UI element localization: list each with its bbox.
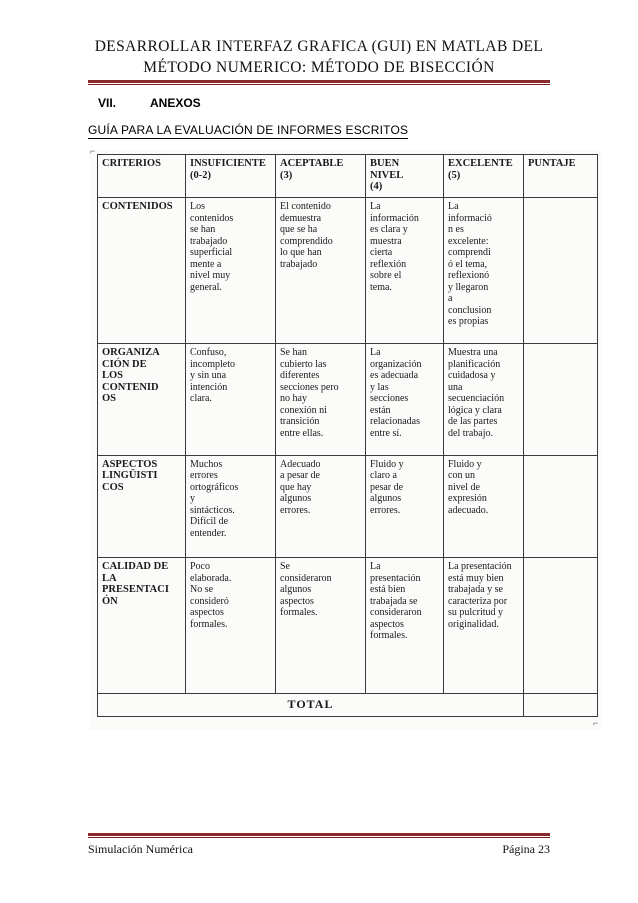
page-header bbox=[0, 36, 638, 78]
rubric-cell: La informació n es excelente: comprendi ó el tema, reflexionó y llegaron a conclusion es propias bbox=[444, 198, 524, 344]
footer-course-name: Simulación Numérica bbox=[88, 842, 193, 856]
page-footer bbox=[88, 842, 550, 857]
rubric-total-score-cell bbox=[524, 694, 598, 717]
footer-rule-thick bbox=[88, 833, 550, 836]
rubric-cell: La información es clara y muestra cierta reflexión sobre el tema. bbox=[366, 198, 444, 344]
subtitle bbox=[88, 123, 408, 137]
rubric-cell: La presentación está muy bien trabajada y se caracteriza por su pulcritud y originalidad. bbox=[444, 558, 524, 694]
rubric-header-cell: INSUFICIENTE (0-2) bbox=[186, 155, 276, 198]
section-title: ANEXOS bbox=[150, 96, 201, 110]
rubric-header-cell: EXCELENTE (5) bbox=[444, 155, 524, 198]
header-title-line-2: MÉTODO NUMERICO: MÉTODO DE BISECCIÓN bbox=[143, 59, 495, 76]
footer-rule-thin bbox=[88, 837, 550, 838]
scan-corner-mark: ⌐ bbox=[593, 718, 599, 728]
rubric-cell: Fluido y claro a pesar de algunos errores. bbox=[366, 455, 444, 558]
rubric-cell: Muchos errores ortográficos y sintácticos. Difícil de entender. bbox=[186, 455, 276, 558]
rubric-header-cell: CRITERIOS bbox=[98, 155, 186, 198]
rubric-cell: Adecuado a pesar de que hay algunos errores. bbox=[276, 455, 366, 558]
rubric-row bbox=[98, 198, 598, 344]
rubric-row bbox=[98, 558, 598, 694]
rubric-cell: El contenido demuestra que se ha comprendido lo que han trabajado bbox=[276, 198, 366, 344]
rubric-total-label: TOTAL bbox=[98, 694, 524, 717]
rubric-cell: La organización es adecuada y las secciones están relacionadas entre sí. bbox=[366, 344, 444, 455]
rubric-criterion-cell: CALIDAD DE LA PRESENTACI ÓN bbox=[98, 558, 186, 694]
rubric-criterion-cell: CONTENIDOS bbox=[98, 198, 186, 344]
rubric-criterion-cell: ORGANIZA CIÓN DE LOS CONTENID OS bbox=[98, 344, 186, 455]
rubric-header-cell: BUEN NIVEL (4) bbox=[366, 155, 444, 198]
rubric-row bbox=[98, 455, 598, 558]
rubric-cell: Confuso, incompleto y sin una intención clara. bbox=[186, 344, 276, 455]
rubric-cell: La presentación está bien trabajada se consideraron aspectos formales. bbox=[366, 558, 444, 694]
rubric-criterion-cell: ASPECTOS LINGÜISTI COS bbox=[98, 455, 186, 558]
rubric-header-cell: PUNTAJE bbox=[524, 155, 598, 198]
header-rule-thick bbox=[88, 80, 550, 83]
rubric-cell: Poco elaborada. No se consideró aspectos formales. bbox=[186, 558, 276, 694]
rubric-cell: Muestra una planificación cuidadosa y una secuenciación lógica y clara de las partes del trabajo. bbox=[444, 344, 524, 455]
scan-corner-mark: ⌐ bbox=[90, 146, 96, 156]
header-rule-thin bbox=[88, 84, 550, 85]
rubric-score-cell bbox=[524, 344, 598, 455]
rubric-score-cell bbox=[524, 455, 598, 558]
rubric-cell: Los contenidos se han trabajado superficial mente a nivel muy general. bbox=[186, 198, 276, 344]
rubric-score-cell bbox=[524, 558, 598, 694]
subtitle-text: GUÍA PARA LA EVALUACIÓN DE INFORMES ESCRITOS bbox=[88, 123, 409, 137]
rubric-score-cell bbox=[524, 198, 598, 344]
header-title-line-1: DESARROLLAR INTERFAZ GRAFICA (GUI) EN MATLAB DEL bbox=[94, 38, 544, 55]
rubric-cell: Se consideraron algunos aspectos formales. bbox=[276, 558, 366, 694]
rubric-row bbox=[98, 344, 598, 455]
rubric-cell: Fluido y con un nivel de expresión adecuado. bbox=[444, 455, 524, 558]
evaluation-rubric-table bbox=[97, 154, 598, 717]
rubric-total-row bbox=[98, 694, 598, 717]
rubric-scan-image bbox=[89, 146, 601, 730]
section-heading bbox=[98, 96, 201, 110]
rubric-header-cell: ACEPTABLE (3) bbox=[276, 155, 366, 198]
rubric-cell: Se han cubierto las diferentes secciones pero no hay conexión ni transición entre ellas. bbox=[276, 344, 366, 455]
rubric-header-row bbox=[98, 155, 598, 198]
section-number: VII. bbox=[98, 96, 117, 110]
footer-page-number: Página 23 bbox=[502, 842, 550, 856]
